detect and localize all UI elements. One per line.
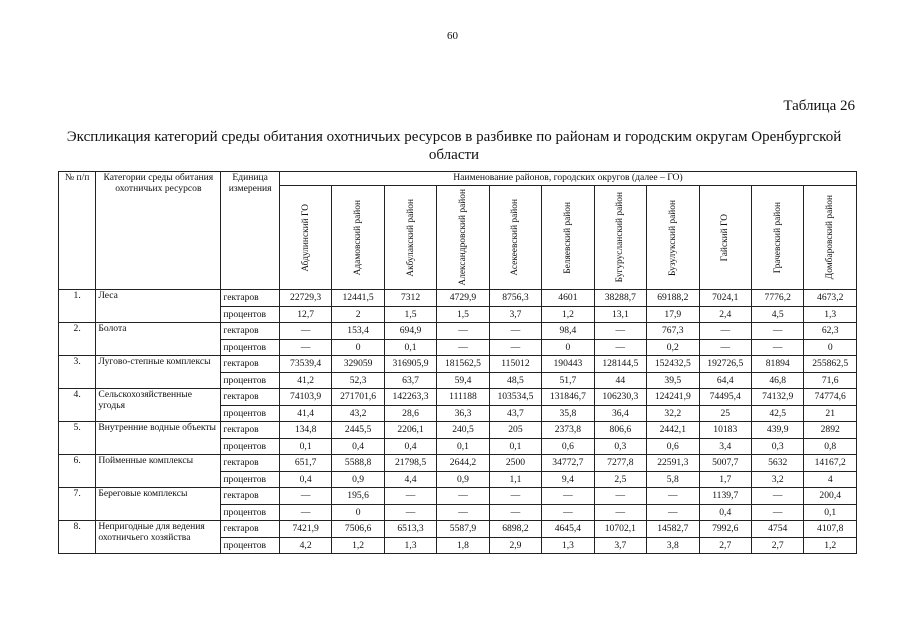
cell-hectares: 74103,9	[279, 389, 331, 406]
cell-hectares: 98,4	[542, 323, 594, 340]
cell-percent: 1,5	[384, 306, 436, 323]
row-index: 4.	[59, 389, 96, 422]
cell-hectares: 271701,6	[332, 389, 384, 406]
cell-percent: —	[699, 339, 751, 356]
cell-hectares: 5587,9	[437, 521, 489, 538]
cell-percent: 4,5	[751, 306, 803, 323]
row-category: Внутренние водные объекты	[96, 422, 221, 455]
cell-percent: 1,1	[489, 471, 541, 488]
row-index: 5.	[59, 422, 96, 455]
row-index: 1.	[59, 290, 96, 323]
cell-hectares: 7421,9	[279, 521, 331, 538]
cell-percent: 71,6	[804, 372, 857, 389]
cell-hectares: 74495,4	[699, 389, 751, 406]
cell-hectares: 111188	[437, 389, 489, 406]
cell-percent: 41,4	[279, 405, 331, 422]
cell-percent: 5,8	[647, 471, 699, 488]
cell-hectares: 5007,7	[699, 455, 751, 472]
cell-hectares: 4729,9	[437, 290, 489, 307]
cell-hectares: 439,9	[751, 422, 803, 439]
cell-hectares: —	[489, 488, 541, 505]
cell-hectares: 4645,4	[542, 521, 594, 538]
unit-hectares: гектаров	[221, 521, 280, 538]
cell-percent: 36,4	[594, 405, 646, 422]
cell-hectares: 7506,6	[332, 521, 384, 538]
cell-hectares: 2206,1	[384, 422, 436, 439]
unit-hectares: гектаров	[221, 290, 280, 307]
cell-hectares: 22591,3	[647, 455, 699, 472]
row-index: 6.	[59, 455, 96, 488]
cell-percent: 4	[804, 471, 857, 488]
region-name: Грачевский район	[772, 201, 783, 274]
header-region	[332, 186, 384, 290]
cell-hectares: 694,9	[384, 323, 436, 340]
cell-percent: 52,3	[332, 372, 384, 389]
unit-percent: процентов	[221, 405, 280, 422]
cell-percent: —	[489, 339, 541, 356]
cell-hectares: —	[489, 323, 541, 340]
cell-percent: 1,8	[437, 537, 489, 554]
cell-percent: 25	[699, 405, 751, 422]
unit-percent: процентов	[221, 537, 280, 554]
cell-percent: 63,7	[384, 372, 436, 389]
row-category: Сельскохозяйственные угодья	[96, 389, 221, 422]
unit-percent: процентов	[221, 372, 280, 389]
cell-hectares: 21798,5	[384, 455, 436, 472]
cell-hectares: 8756,3	[489, 290, 541, 307]
header-region	[489, 186, 541, 290]
unit-hectares: гектаров	[221, 488, 280, 505]
cell-hectares: 14582,7	[647, 521, 699, 538]
cell-percent: 0,3	[751, 438, 803, 455]
cell-percent: 0,9	[332, 471, 384, 488]
header-region	[751, 186, 803, 290]
cell-percent: 2,9	[489, 537, 541, 554]
cell-hectares: 131846,7	[542, 389, 594, 406]
cell-hectares: 81894	[751, 356, 803, 373]
cell-percent: 41,2	[279, 372, 331, 389]
region-name: Бузулукский район	[667, 199, 678, 276]
table-row	[59, 488, 857, 505]
row-index: 7.	[59, 488, 96, 521]
table-body	[59, 290, 857, 554]
region-name: Адамовский район	[353, 199, 364, 276]
cell-hectares: 200,4	[804, 488, 857, 505]
cell-hectares: 142263,3	[384, 389, 436, 406]
cell-percent: 2,7	[699, 537, 751, 554]
unit-hectares: гектаров	[221, 422, 280, 439]
cell-hectares: 2644,2	[437, 455, 489, 472]
cell-hectares: —	[594, 488, 646, 505]
cell-percent: —	[384, 504, 436, 521]
header-region	[594, 186, 646, 290]
cell-percent: 0,4	[279, 471, 331, 488]
row-category: Береговые комплексы	[96, 488, 221, 521]
cell-percent: 1,5	[437, 306, 489, 323]
cell-hectares: 329059	[332, 356, 384, 373]
cell-hectares: 192726,5	[699, 356, 751, 373]
cell-hectares: 2442,1	[647, 422, 699, 439]
cell-hectares: 1139,7	[699, 488, 751, 505]
row-index: 3.	[59, 356, 96, 389]
cell-percent: 0,6	[542, 438, 594, 455]
cell-percent: 0	[804, 339, 857, 356]
cell-percent: 0	[332, 504, 384, 521]
row-category: Лугово-степные комплексы	[96, 356, 221, 389]
cell-hectares: 10183	[699, 422, 751, 439]
row-category: Пойменные комплексы	[96, 455, 221, 488]
cell-hectares: 806,6	[594, 422, 646, 439]
cell-hectares: —	[751, 323, 803, 340]
header-index: № п/п	[59, 172, 96, 290]
cell-hectares: 2892	[804, 422, 857, 439]
cell-percent: 0,8	[804, 438, 857, 455]
cell-percent: 0,1	[804, 504, 857, 521]
cell-percent: 35,8	[542, 405, 594, 422]
page-number: 60	[447, 30, 458, 42]
cell-hectares: 115012	[489, 356, 541, 373]
cell-percent: 12,7	[279, 306, 331, 323]
cell-hectares: 4673,2	[804, 290, 857, 307]
cell-percent: 44	[594, 372, 646, 389]
cell-percent: 13,1	[594, 306, 646, 323]
cell-percent: —	[437, 504, 489, 521]
cell-percent: —	[647, 504, 699, 521]
cell-percent: 1,3	[384, 537, 436, 554]
table-row	[59, 521, 857, 538]
table-row	[59, 290, 857, 307]
unit-hectares: гектаров	[221, 356, 280, 373]
cell-hectares: 103534,5	[489, 389, 541, 406]
cell-percent: 0,1	[279, 438, 331, 455]
table-number: Таблица 26	[783, 98, 855, 114]
header-unit: Единица измерения	[221, 172, 280, 290]
cell-percent: 1,2	[332, 537, 384, 554]
cell-percent: 0,1	[437, 438, 489, 455]
cell-percent: 59,4	[437, 372, 489, 389]
region-name: Беляевский район	[562, 201, 573, 274]
cell-hectares: 2500	[489, 455, 541, 472]
header-regions-group: Наименование районов, городских округов (далее – ГО)	[279, 172, 856, 186]
cell-percent: —	[751, 339, 803, 356]
table-row	[59, 422, 857, 439]
cell-percent: 0,9	[437, 471, 489, 488]
cell-percent: 64,4	[699, 372, 751, 389]
header-region	[804, 186, 857, 290]
cell-hectares: 195,6	[332, 488, 384, 505]
cell-hectares: —	[384, 488, 436, 505]
cell-percent: 1,2	[804, 537, 857, 554]
cell-hectares: 255862,5	[804, 356, 857, 373]
cell-percent: 3,8	[647, 537, 699, 554]
cell-percent: 2,5	[594, 471, 646, 488]
cell-hectares: —	[279, 488, 331, 505]
cell-hectares: 316905,9	[384, 356, 436, 373]
cell-hectares: 5632	[751, 455, 803, 472]
table-title: Экспликация категорий среды обитания охотничьих ресурсов в разбивке по районам и городским округам Оренбургской области	[66, 129, 842, 163]
unit-percent: процентов	[221, 438, 280, 455]
cell-hectares: 152432,5	[647, 356, 699, 373]
cell-hectares: 4107,8	[804, 521, 857, 538]
cell-percent: —	[437, 339, 489, 356]
cell-hectares: 73539,4	[279, 356, 331, 373]
cell-percent: 3,7	[594, 537, 646, 554]
cell-hectares: 134,8	[279, 422, 331, 439]
unit-percent: процентов	[221, 339, 280, 356]
cell-hectares: 22729,3	[279, 290, 331, 307]
cell-hectares: —	[542, 488, 594, 505]
unit-hectares: гектаров	[221, 455, 280, 472]
region-name: Александровский район	[457, 189, 468, 286]
cell-hectares: 10702,1	[594, 521, 646, 538]
cell-percent: 0,1	[384, 339, 436, 356]
cell-hectares: —	[437, 488, 489, 505]
row-index: 2.	[59, 323, 96, 356]
cell-percent: 0,6	[647, 438, 699, 455]
cell-percent: 3,2	[751, 471, 803, 488]
explication-table	[58, 171, 857, 554]
cell-percent: —	[594, 504, 646, 521]
cell-hectares: 7992,6	[699, 521, 751, 538]
cell-percent: —	[279, 504, 331, 521]
cell-percent: 48,5	[489, 372, 541, 389]
cell-percent: 0	[542, 339, 594, 356]
cell-hectares: 651,7	[279, 455, 331, 472]
cell-hectares: —	[751, 488, 803, 505]
row-category: Непригодные для ведения охотничьего хозяйства	[96, 521, 221, 554]
cell-hectares: 240,5	[437, 422, 489, 439]
cell-hectares: —	[699, 323, 751, 340]
cell-hectares: 38288,7	[594, 290, 646, 307]
cell-percent: 21	[804, 405, 857, 422]
cell-hectares: —	[279, 323, 331, 340]
cell-hectares: 12441,5	[332, 290, 384, 307]
cell-percent: 3,7	[489, 306, 541, 323]
cell-percent: 0,3	[594, 438, 646, 455]
cell-hectares: 7312	[384, 290, 436, 307]
cell-hectares: 181562,5	[437, 356, 489, 373]
region-name: Акбулакский район	[405, 198, 416, 277]
cell-percent: —	[594, 339, 646, 356]
unit-hectares: гектаров	[221, 389, 280, 406]
cell-percent: 51,7	[542, 372, 594, 389]
unit-percent: процентов	[221, 471, 280, 488]
cell-hectares: 205	[489, 422, 541, 439]
cell-percent: —	[542, 504, 594, 521]
table-row	[59, 323, 857, 340]
unit-percent: процентов	[221, 504, 280, 521]
cell-percent: 9,4	[542, 471, 594, 488]
header-region	[384, 186, 436, 290]
cell-hectares: 6513,3	[384, 521, 436, 538]
cell-percent: 43,7	[489, 405, 541, 422]
cell-percent: 1,2	[542, 306, 594, 323]
cell-percent: 36,3	[437, 405, 489, 422]
cell-percent: 0	[332, 339, 384, 356]
cell-hectares: 4754	[751, 521, 803, 538]
cell-hectares: 190443	[542, 356, 594, 373]
cell-percent: 28,6	[384, 405, 436, 422]
cell-hectares: 2373,8	[542, 422, 594, 439]
cell-percent: 4,4	[384, 471, 436, 488]
cell-hectares: 6898,2	[489, 521, 541, 538]
cell-hectares: —	[594, 323, 646, 340]
region-name: Гайский ГО	[720, 213, 731, 262]
cell-hectares: 34772,7	[542, 455, 594, 472]
cell-percent: 17,9	[647, 306, 699, 323]
cell-hectares: 7024,1	[699, 290, 751, 307]
cell-hectares: 153,4	[332, 323, 384, 340]
cell-percent: 1,3	[542, 537, 594, 554]
table-row	[59, 455, 857, 472]
cell-hectares: 7776,2	[751, 290, 803, 307]
cell-percent: 2	[332, 306, 384, 323]
cell-hectares: 74132,9	[751, 389, 803, 406]
cell-percent: 0,1	[489, 438, 541, 455]
cell-hectares: 62,3	[804, 323, 857, 340]
cell-percent: 39,5	[647, 372, 699, 389]
cell-percent: —	[751, 504, 803, 521]
row-category: Болота	[96, 323, 221, 356]
cell-percent: 1,7	[699, 471, 751, 488]
header-region	[279, 186, 331, 290]
cell-percent: 0,4	[332, 438, 384, 455]
cell-hectares: 128144,5	[594, 356, 646, 373]
cell-hectares: 2445,5	[332, 422, 384, 439]
header-region	[699, 186, 751, 290]
header-category: Категории среды обитания охотничьих ресурсов	[96, 172, 221, 290]
table-row	[59, 389, 857, 406]
header-region	[542, 186, 594, 290]
cell-hectares: 69188,2	[647, 290, 699, 307]
cell-hectares: 5588,8	[332, 455, 384, 472]
cell-hectares: 4601	[542, 290, 594, 307]
cell-percent: 46,8	[751, 372, 803, 389]
unit-hectares: гектаров	[221, 323, 280, 340]
cell-percent: 0,2	[647, 339, 699, 356]
cell-percent: 43,2	[332, 405, 384, 422]
region-name: Домбаровский район	[825, 195, 836, 280]
cell-percent: 32,2	[647, 405, 699, 422]
unit-percent: процентов	[221, 306, 280, 323]
header-region	[437, 186, 489, 290]
cell-percent: 1,3	[804, 306, 857, 323]
region-name: Абдулинский ГО	[300, 203, 311, 272]
cell-percent: 4,2	[279, 537, 331, 554]
cell-hectares: —	[437, 323, 489, 340]
cell-hectares: 124241,9	[647, 389, 699, 406]
cell-hectares: —	[647, 488, 699, 505]
cell-percent: 0,4	[699, 504, 751, 521]
region-name: Бугурусланский район	[615, 192, 626, 283]
cell-percent: 0,4	[384, 438, 436, 455]
cell-percent: —	[489, 504, 541, 521]
cell-percent: 3,4	[699, 438, 751, 455]
table-row	[59, 356, 857, 373]
header-region	[647, 186, 699, 290]
cell-hectares: 14167,2	[804, 455, 857, 472]
cell-percent: 2,7	[751, 537, 803, 554]
cell-hectares: 106230,3	[594, 389, 646, 406]
cell-hectares: 74774,6	[804, 389, 857, 406]
row-category: Леса	[96, 290, 221, 323]
cell-hectares: 767,3	[647, 323, 699, 340]
cell-percent: —	[279, 339, 331, 356]
cell-percent: 2,4	[699, 306, 751, 323]
cell-hectares: 7277,8	[594, 455, 646, 472]
row-index: 8.	[59, 521, 96, 554]
region-name: Асекеевский район	[510, 199, 521, 276]
cell-percent: 42,5	[751, 405, 803, 422]
